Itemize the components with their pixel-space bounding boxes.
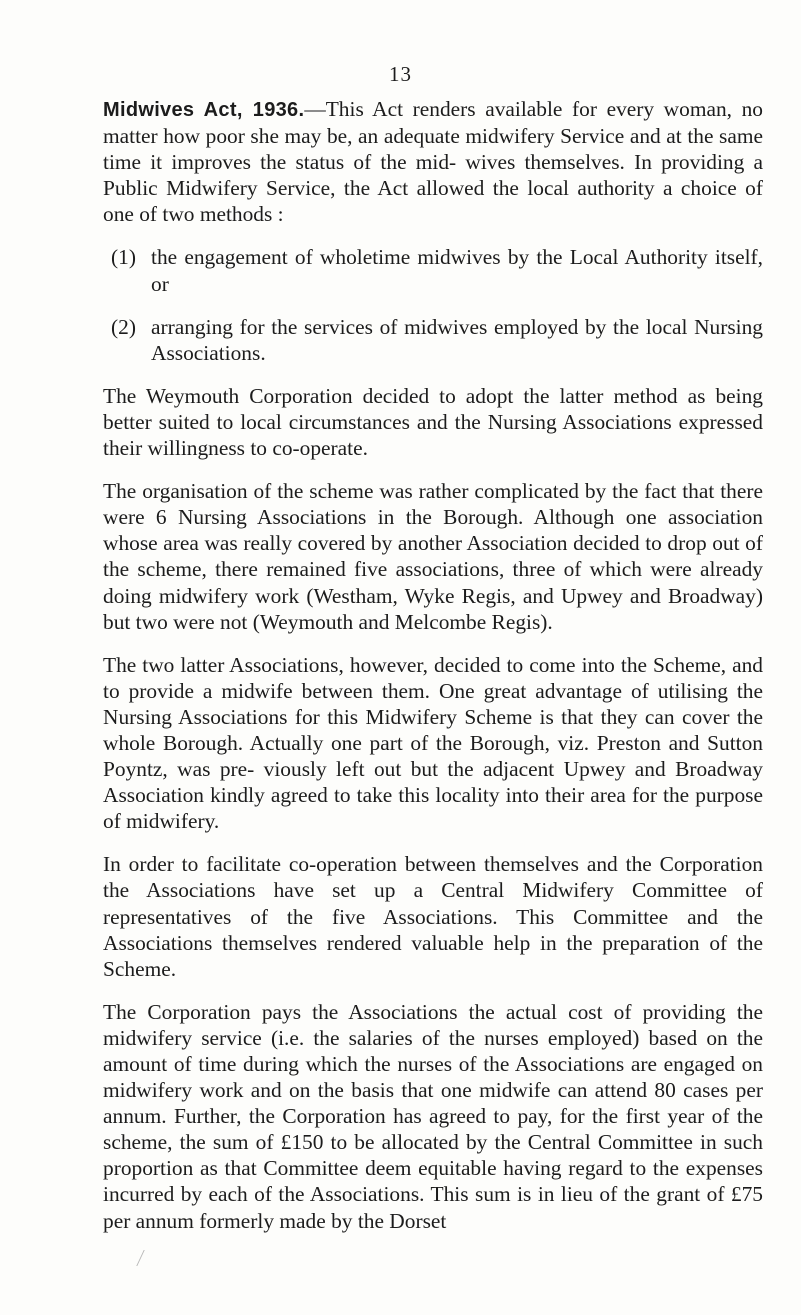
method-text: arranging for the services of midwives employed by the local Nursing Associations. [151, 314, 763, 365]
method-text: the engagement of wholetime midwives by the Local Authority itself, or [151, 245, 763, 296]
intro-paragraph [103, 96, 763, 227]
paragraph-central-committee: In order to facilitate co-operation between themselves and the Corporation the Associations have set up a Central Midwifery Committee of representatives of the five Associations. This Committee and the Associations themselves rendered valuable help in the preparation of the Scheme. [103, 852, 763, 981]
paragraph-costs: The Corporation pays the Associations the actual cost of providing the midwifery service (i.e. the salaries of the nurses employed) based on the amount of time during which the nurses of the Associations are engaged on midwifery work and on the basis that one midwife can attend 80 cases per annum. Further, the Corporation has agreed to pay, for the first year of the scheme, the sum of £150 to be allocated by the Central Committee in such proportion as that Committee deem equitable having regard to the expenses incurred by each of the Associations. This sum is in lieu of the grant of £75 per annum formerly made by the Dorset [103, 999, 763, 1233]
method-item-2 [103, 314, 763, 366]
paragraph-organisation: The organisation of the scheme was rather complicated by the fact that there were 6 Nursing Associations in the Borough. Although one association whose area was really covered by another Association decided to drop out of the scheme, there remained five associations, three of which were already doing midwifery work (Westham, Wyke Regis, and Upwey and Broadway) but two were not (Weymouth and Melcombe Regis). [103, 479, 763, 634]
method-number: (1) [111, 245, 136, 270]
section-heading: Midwives Act, 1936. [103, 99, 305, 121]
paragraph-corporation-decision: The Weymouth Corporation decided to adopt the latter method as being better suited to local circumstances and the Nursing Associations expressed their willingness to co-operate. [103, 383, 763, 461]
intro-text: —This Act renders available for every woman, no matter how poor she may be, an adequate midwifery Service and at the same time it improves the status of the mid- wives themselves. In providing a Public Midwifery Service, the Act allowed the local authority a choice of one of two methods : [103, 97, 763, 227]
page-number: 13 [389, 62, 412, 86]
stray-pen-mark [136, 1250, 160, 1266]
body-text [103, 96, 763, 1251]
method-number: (2) [111, 314, 136, 339]
method-item-1 [103, 244, 763, 296]
paragraph-latter-associations: The two latter Associations, however, decided to come into the Scheme, and to provide a midwife between them. One great advantage of utilising the Nursing Associations for this Midwifery Scheme is that they can cover the whole Borough. Actually one part of the Borough, viz. Preston and Sutton Poyntz, was pre- viously left out but the adjacent Upwey and Broadway Association kindly agreed to take this locality into their area for the purpose of midwifery. [103, 652, 763, 834]
